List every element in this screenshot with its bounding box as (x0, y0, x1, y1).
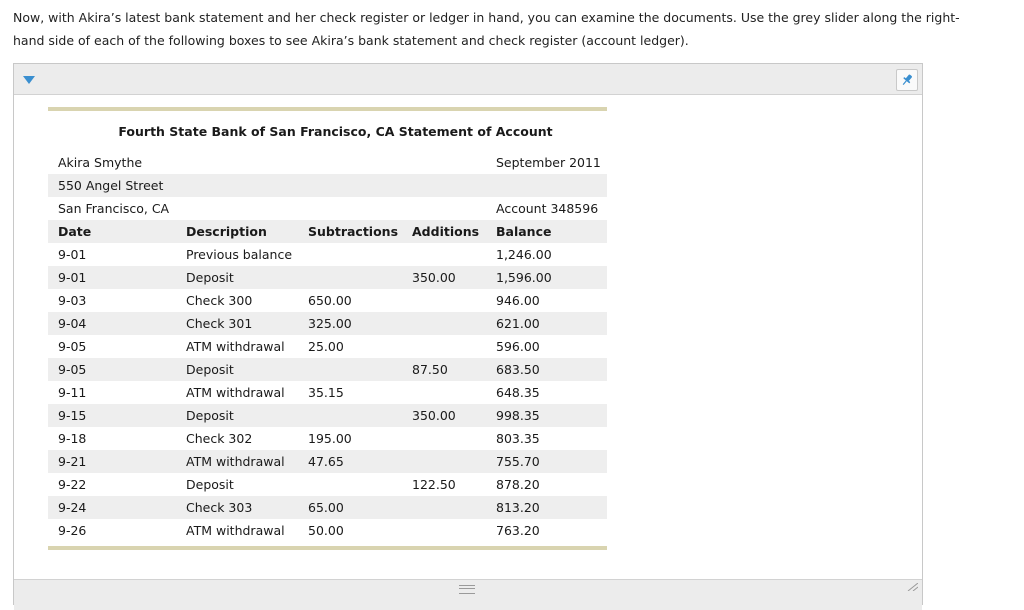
row-date: 9-18 (58, 431, 87, 446)
header-description: Description (186, 224, 267, 239)
row-date: 9-15 (58, 408, 87, 423)
panel-footer (14, 579, 922, 610)
row-balance: 596.00 (496, 339, 540, 354)
row-balance: 878.20 (496, 477, 540, 492)
row-date: 9-26 (58, 523, 87, 538)
row-balance: 621.00 (496, 316, 540, 331)
row-date: 9-24 (58, 500, 87, 515)
row-subtractions: 47.65 (308, 454, 344, 469)
customer-city: San Francisco, CA (58, 201, 170, 216)
row-date: 9-05 (58, 362, 87, 377)
table-row (48, 312, 607, 335)
table-row (48, 243, 607, 266)
row-additions: 87.50 (412, 362, 448, 377)
header-additions: Additions (412, 224, 480, 239)
row-description: ATM withdrawal (186, 523, 285, 538)
row-balance: 803.35 (496, 431, 540, 446)
statement-period: September 2011 (496, 155, 601, 170)
triangle-down-icon[interactable] (23, 76, 35, 84)
statement-title: Fourth State Bank of San Francisco, CA Statement of Account (118, 124, 553, 139)
account-number: Account 348596 (496, 201, 599, 216)
row-description: Check 301 (186, 316, 253, 331)
row-subtractions: 35.15 (308, 385, 344, 400)
customer-street: 550 Angel Street (58, 178, 164, 193)
row-description: Check 300 (186, 293, 253, 308)
row-balance: 1,596.00 (496, 270, 552, 285)
table-row (48, 496, 607, 519)
row-description: ATM withdrawal (186, 454, 285, 469)
row-date: 9-22 (58, 477, 87, 492)
row-balance: 755.70 (496, 454, 540, 469)
pin-button[interactable] (896, 69, 918, 91)
table-row (48, 381, 607, 404)
header-subtractions: Subtractions (308, 224, 399, 239)
bank-statement-panel (13, 63, 923, 605)
row-description: Previous balance (186, 247, 293, 262)
row-description: Deposit (186, 408, 234, 423)
row-subtractions: 195.00 (308, 431, 352, 446)
row-additions: 122.50 (412, 477, 456, 492)
row-balance: 813.20 (496, 500, 540, 515)
row-date: 9-21 (58, 454, 87, 469)
table-row (48, 473, 607, 496)
header-date: Date (58, 224, 92, 239)
instructions-text: Now, with Akira’s latest bank statement and her check register or ledger in hand, you can examine the documents. Use the grey slider along the right-hand side of each of the following boxes to see Akira’s bank statement and check register (account ledger). (13, 10, 960, 48)
table-row (48, 289, 607, 312)
customer-name: Akira Smythe (58, 155, 143, 170)
row-date: 9-05 (58, 339, 87, 354)
row-date: 9-01 (58, 270, 87, 285)
city-row (48, 197, 607, 220)
table-row (48, 335, 607, 358)
street-row (48, 174, 607, 197)
row-balance: 683.50 (496, 362, 540, 377)
row-subtractions: 325.00 (308, 316, 352, 331)
table-header-row (48, 220, 607, 243)
panel-header (14, 64, 922, 95)
row-description: ATM withdrawal (186, 385, 285, 400)
row-description: Deposit (186, 270, 234, 285)
transaction-rows (48, 243, 607, 542)
header-balance: Balance (496, 224, 552, 239)
row-balance: 648.35 (496, 385, 540, 400)
row-additions: 350.00 (412, 408, 456, 423)
table-row (48, 427, 607, 450)
row-subtractions: 25.00 (308, 339, 344, 354)
row-subtractions: 650.00 (308, 293, 352, 308)
row-date: 9-04 (58, 316, 87, 331)
row-description: Check 303 (186, 500, 253, 515)
table-row (48, 358, 607, 381)
row-description: Deposit (186, 362, 234, 377)
table-row (48, 404, 607, 427)
table-row (48, 266, 607, 289)
row-date: 9-03 (58, 293, 87, 308)
row-subtractions: 65.00 (308, 500, 344, 515)
row-date: 9-11 (58, 385, 87, 400)
row-additions: 350.00 (412, 270, 456, 285)
customer-name-row (48, 151, 607, 174)
row-balance: 1,246.00 (496, 247, 552, 262)
row-description: Check 302 (186, 431, 253, 446)
row-description: Deposit (186, 477, 234, 492)
table-row (48, 519, 607, 542)
bank-statement-table (48, 107, 607, 550)
row-balance: 946.00 (496, 293, 540, 308)
table-row (48, 450, 607, 473)
row-subtractions: 50.00 (308, 523, 344, 538)
row-balance: 998.35 (496, 408, 540, 423)
row-description: ATM withdrawal (186, 339, 285, 354)
pin-icon (900, 73, 914, 87)
row-balance: 763.20 (496, 523, 540, 538)
row-date: 9-01 (58, 247, 87, 262)
